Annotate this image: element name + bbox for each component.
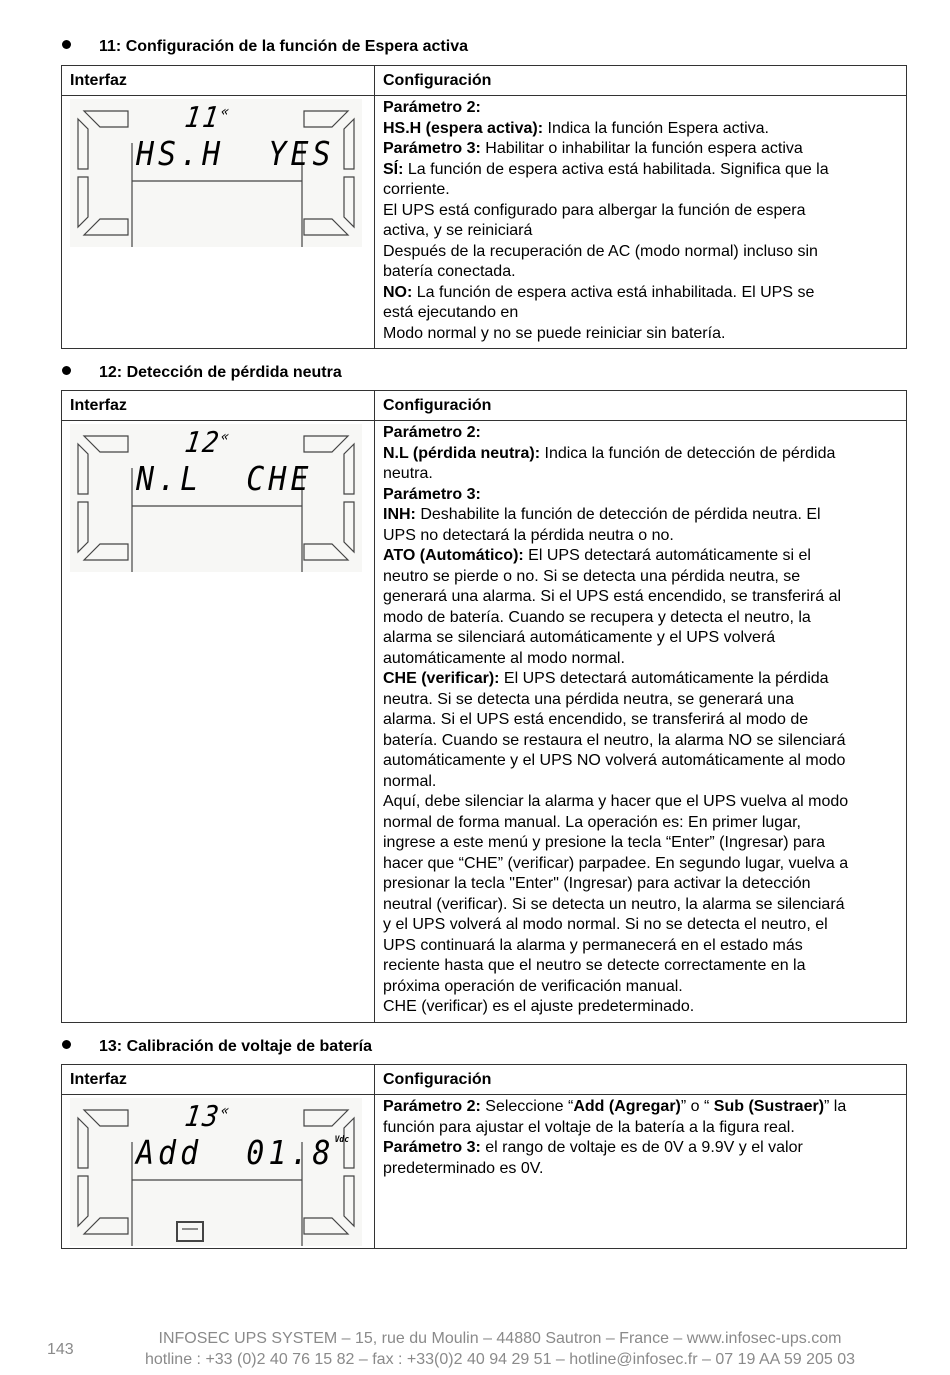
config-line (383, 1138, 900, 1159)
description-text: ingrese a este menú y presione la tecla “Enter” (Ingresar) para (383, 834, 825, 851)
description-text: Indica la función Espera activa. (543, 119, 769, 137)
bold-term: Parámetro 2: (383, 424, 481, 441)
description-text: neutral (verificar). Si se detecta un neutro, la alarma se silenciará (383, 895, 845, 913)
config-line (383, 262, 900, 283)
config-line (383, 813, 900, 834)
description-text: alarma se silenciará automáticamente y el UPS volverá (383, 629, 776, 646)
config-line (383, 895, 900, 916)
lcd-number: 12 (182, 426, 223, 460)
footer-contact: hotline : +33 (0)2 40 76 15 82 – fax : +33(0)2 40 94 29 51 – hotline@infosec.fr – 07 19 AA 59 205 03 (144, 1351, 856, 1368)
config-line (383, 854, 900, 875)
description-text: UPS continuará la alarma y permanecerá en el estado más (383, 936, 803, 954)
bold-term: Add (Agregar) (573, 1098, 681, 1115)
section-title: 12: Detección de pérdida neutra (99, 364, 342, 381)
bold-term: ATO (Automático): (383, 547, 524, 564)
section-title: 13: Calibración de voltaje de batería (99, 1038, 372, 1055)
lcd-value: HS.H YES (136, 135, 335, 174)
bullet-icon (62, 366, 71, 375)
config-line (383, 119, 900, 140)
config-line (383, 936, 900, 957)
lcd-arrows: « (219, 1103, 233, 1120)
description-text: UPS no detectará la pérdida neutra o no. (383, 526, 674, 544)
config-line (383, 201, 900, 222)
description-text: corriente. (383, 181, 450, 198)
description-text: hacer que “CHE” (verificar) parpadee. En segundo lugar, vuelva a (383, 854, 849, 872)
settings-table (61, 1064, 907, 1249)
description-text: Seleccione “ (480, 1098, 574, 1115)
description-text: modo de batería. Cuando se recupera y detecta el neutro, la (383, 608, 811, 626)
lcd-display (70, 1098, 362, 1246)
config-line (383, 324, 900, 345)
config-line (383, 98, 900, 119)
description-text: La función de espera activa está inhabilitada. El UPS se (412, 283, 815, 301)
bold-term: HS.H (espera activa): (383, 119, 544, 137)
bold-term: Sub (Sustraer) (713, 1098, 825, 1115)
config-line (383, 505, 900, 526)
header-interfaz: Interfaz (62, 66, 375, 96)
lcd-value: N.L CHE (136, 460, 313, 499)
config-line (383, 915, 900, 936)
description-text: y el UPS volverá al modo normal. Si no se detecta el neutro, el (383, 916, 828, 933)
settings-table (61, 65, 907, 349)
lcd-value: Add 01.8 (136, 1134, 335, 1173)
config-line (383, 303, 900, 324)
config-line (383, 628, 900, 649)
description-text: CHE (verificar) es el ajuste predeterminado. (383, 998, 695, 1015)
bold-term: Parámetro 2: (383, 1098, 481, 1115)
bold-term: NO: (383, 283, 413, 301)
interface-cell (62, 1095, 375, 1249)
header-configuracion: Configuración (375, 391, 907, 421)
config-line (383, 526, 900, 547)
description-text: El UPS detectará automáticamente la pérdida (499, 670, 829, 687)
description-text: alarma. Si el UPS está encendido, se transferirá al modo de (383, 711, 809, 728)
description-text: automáticamente al modo normal. (383, 649, 625, 667)
header-configuracion: Configuración (375, 66, 907, 96)
config-line (383, 242, 900, 263)
bold-term: CHE (verificar): (383, 670, 500, 687)
bullet-icon (62, 40, 71, 49)
description-text: activa, y se reiniciará (383, 222, 533, 239)
description-text: normal de forma manual. La operación es: En primer lugar, (383, 813, 801, 831)
config-line (383, 1159, 900, 1180)
description-text: ” la (824, 1098, 847, 1115)
config-line (383, 1118, 900, 1139)
lcd-display (70, 99, 362, 247)
description-text: La función de espera activa está habilitada. Significa que la (403, 160, 829, 178)
bold-term: Parámetro 3: (383, 1139, 481, 1156)
config-line (383, 444, 900, 465)
header-interfaz: Interfaz (62, 1065, 375, 1095)
lcd-main-text (136, 135, 335, 174)
config-line (383, 649, 900, 670)
description-text: neutro se pierde o no. Si se detecta una pérdida neutra, se (383, 567, 801, 585)
bold-term: INH: (383, 506, 416, 523)
description-text: neutra. Si se detecta una pérdida neutra, se generará una (383, 690, 794, 708)
description-text: Modo normal y no se puede reiniciar sin batería. (383, 324, 726, 342)
description-text: Indica la función de detección de pérdida (540, 444, 836, 462)
config-line (383, 751, 900, 772)
config-line (383, 464, 900, 485)
lcd-number: 13 (182, 1100, 223, 1134)
footer-address: INFOSEC UPS SYSTEM – 15, rue du Moulin – 44880 Sautron – France – www.infosec-ups.com (158, 1330, 842, 1347)
lcd-main-text (136, 460, 313, 499)
interface-cell (62, 96, 375, 349)
config-line (383, 1097, 900, 1118)
settings-table (61, 390, 907, 1023)
lcd-main-text (136, 1134, 349, 1173)
config-line (383, 710, 900, 731)
description-text: neutra. (383, 465, 433, 482)
config-line (383, 731, 900, 752)
bold-term: Parámetro 2: (383, 99, 481, 116)
config-line (383, 283, 900, 304)
lcd-program-number (183, 102, 233, 135)
description-text: generará una alarma. Si el UPS está encendido, se transferirá al (383, 588, 842, 605)
config-line (383, 608, 900, 629)
header-configuracion: Configuración (375, 1065, 907, 1095)
description-text: Deshabilite la función de detección de pérdida neutra. El (415, 506, 821, 523)
bullet-icon (62, 1040, 71, 1049)
bold-term: N.L (pérdida neutra): (383, 444, 541, 462)
page-number: 143 (47, 1341, 74, 1358)
bold-term: Parámetro 3: (383, 140, 481, 157)
lcd-number: 11 (182, 101, 223, 135)
description-text: el rango de voltaje es de 0V a 9.9V y el valor (480, 1139, 803, 1156)
description-text: El UPS detectará automáticamente si el (523, 547, 811, 564)
interface-cell (62, 421, 375, 1023)
section-heading (62, 38, 468, 56)
config-line (383, 587, 900, 608)
section-title: 11: Configuración de la función de Espera activa (99, 38, 468, 55)
lcd-arrows: « (219, 429, 233, 446)
config-line (383, 180, 900, 201)
description-text: presionar la tecla "Enter" (Ingresar) para activar la detección (383, 875, 811, 892)
configuration-cell (375, 1095, 907, 1249)
description-text: predeterminado es 0V. (383, 1159, 544, 1177)
description-text: normal. (383, 772, 437, 790)
bold-term: SÍ: (383, 160, 404, 178)
description-text: función para ajustar el voltaje de la batería a la figura real. (383, 1118, 795, 1136)
description-text: reciente hasta que el neutro se detecte correctamente en la (383, 957, 806, 974)
lcd-program-number (183, 427, 233, 460)
config-line (383, 567, 900, 588)
config-line (383, 772, 900, 793)
description-text: batería conectada. (383, 263, 516, 280)
config-line (383, 792, 900, 813)
config-line (383, 956, 900, 977)
description-text: Después de la recuperación de AC (modo normal) incluso sin (383, 242, 818, 260)
config-line (383, 546, 900, 567)
lcd-arrows: « (219, 104, 233, 121)
configuration-cell (375, 96, 907, 349)
config-line (383, 977, 900, 998)
header-interfaz: Interfaz (62, 391, 375, 421)
config-line (383, 221, 900, 242)
section-heading (62, 364, 342, 382)
description-text: próxima operación de verificación manual. (383, 977, 683, 995)
description-text: automáticamente y el UPS NO volverá automáticamente al modo (383, 752, 846, 769)
config-line (383, 690, 900, 711)
config-line (383, 997, 900, 1018)
config-line (383, 160, 900, 181)
description-text: Habilitar o inhabilitar la función espera activa (480, 140, 803, 157)
description-text: El UPS está configurado para albergar la función de espera (383, 201, 806, 219)
config-line (383, 485, 900, 506)
section-heading (62, 1038, 372, 1056)
config-line (383, 833, 900, 854)
config-line (383, 139, 900, 160)
configuration-cell (375, 421, 907, 1023)
config-line (383, 874, 900, 895)
config-line (383, 669, 900, 690)
bold-term: Parámetro 3: (383, 485, 481, 503)
config-line (383, 423, 900, 444)
description-text: ” o “ (680, 1098, 714, 1115)
description-text: Aquí, debe silenciar la alarma y hacer que el UPS vuelva al modo (383, 793, 849, 810)
lcd-program-number (183, 1101, 233, 1134)
description-text: batería. Cuando se restaura el neutro, la alarma NO se silenciará (383, 731, 846, 749)
lcd-unit: Vdc (334, 1134, 350, 1145)
description-text: está ejecutando en (383, 304, 519, 321)
lcd-display (70, 424, 362, 572)
